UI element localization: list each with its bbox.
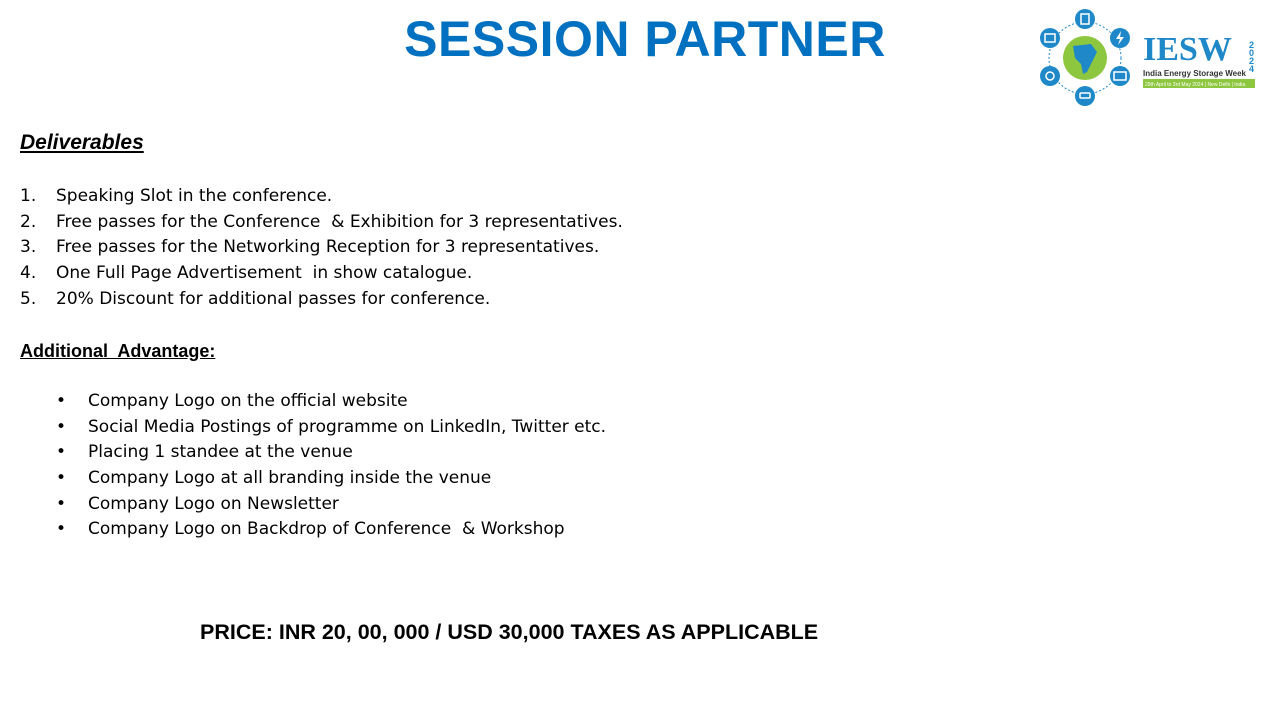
list-item — [56, 466, 606, 492]
list-item — [56, 440, 606, 466]
list-item — [56, 517, 606, 543]
additional-advantage-heading: Additional Advantage: — [20, 341, 216, 361]
bullet-icon: • — [56, 442, 67, 463]
list-item — [20, 261, 623, 287]
list-item — [20, 287, 623, 313]
list-item-text: Speaking Slot in the conference. — [56, 186, 333, 206]
list-item-number: 1. — [20, 186, 37, 206]
list-item-number: 3. — [20, 237, 37, 258]
list-item — [20, 235, 623, 261]
circuit-icon — [1040, 66, 1060, 86]
advantages-list — [56, 389, 606, 543]
list-item-text: Company Logo at all branding inside the venue — [88, 468, 492, 489]
list-item — [56, 415, 606, 441]
list-item-text: Free passes for the Conference & Exhibition for 3 representatives. — [56, 211, 623, 232]
list-item-text: 20% Discount for additional passes for conference. — [56, 288, 491, 309]
charging-icon — [1110, 28, 1130, 48]
bullet-icon: • — [56, 493, 67, 514]
list-item — [20, 184, 623, 210]
bullet-icon: • — [56, 416, 67, 437]
list-item-text: One Full Page Advertisement in show catalogue. — [56, 263, 473, 284]
list-item-number: 4. — [20, 263, 37, 284]
list-item-number: 5. — [20, 288, 37, 309]
battery-icon — [1075, 9, 1095, 29]
list-item-text: Social Media Postings of programme on LinkedIn, Twitter etc. — [88, 416, 607, 437]
list-item-text: Placing 1 standee at the venue — [88, 442, 353, 463]
logo-tagline: 29th April to 3rd May 2024 | New Delhi | India — [1145, 82, 1246, 88]
bullet-icon: • — [56, 391, 67, 411]
bullet-icon: • — [56, 468, 67, 489]
logo-subtitle: India Energy Storage Week — [1143, 69, 1246, 78]
deliverables-heading: Deliverables — [20, 131, 144, 154]
ev-icon — [1075, 86, 1095, 106]
page-title: SESSION PARTNER — [404, 11, 886, 67]
logo-year-digit: 2 — [1249, 56, 1255, 66]
price-statement: PRICE: INR 20, 00, 000 / USD 30,000 TAXES AS APPLICABLE — [200, 620, 819, 644]
deliverables-list — [20, 184, 623, 312]
list-item-text: Company Logo on the official website — [88, 391, 408, 411]
bullet-icon: • — [56, 519, 67, 540]
list-item — [56, 389, 606, 415]
iesw-logo-graphic — [1035, 8, 1260, 110]
list-item-text: Company Logo on Newsletter — [88, 493, 339, 514]
list-item — [56, 492, 606, 518]
list-item-text: Free passes for the Networking Reception for 3 representatives. — [56, 237, 600, 258]
logo-wordmark: IESW — [1143, 31, 1232, 68]
iesw-logo — [1035, 8, 1260, 110]
list-item-number: 2. — [20, 211, 37, 232]
list-item — [20, 210, 623, 236]
logo-year-digit: 0 — [1249, 48, 1255, 58]
logo-year-digit: 4 — [1249, 64, 1255, 74]
list-item-text: Company Logo on Backdrop of Conference & Workshop — [88, 519, 565, 540]
logo-year-digit: 2 — [1249, 40, 1255, 50]
solar-panel-icon — [1110, 66, 1130, 86]
phone-icon — [1040, 28, 1060, 48]
